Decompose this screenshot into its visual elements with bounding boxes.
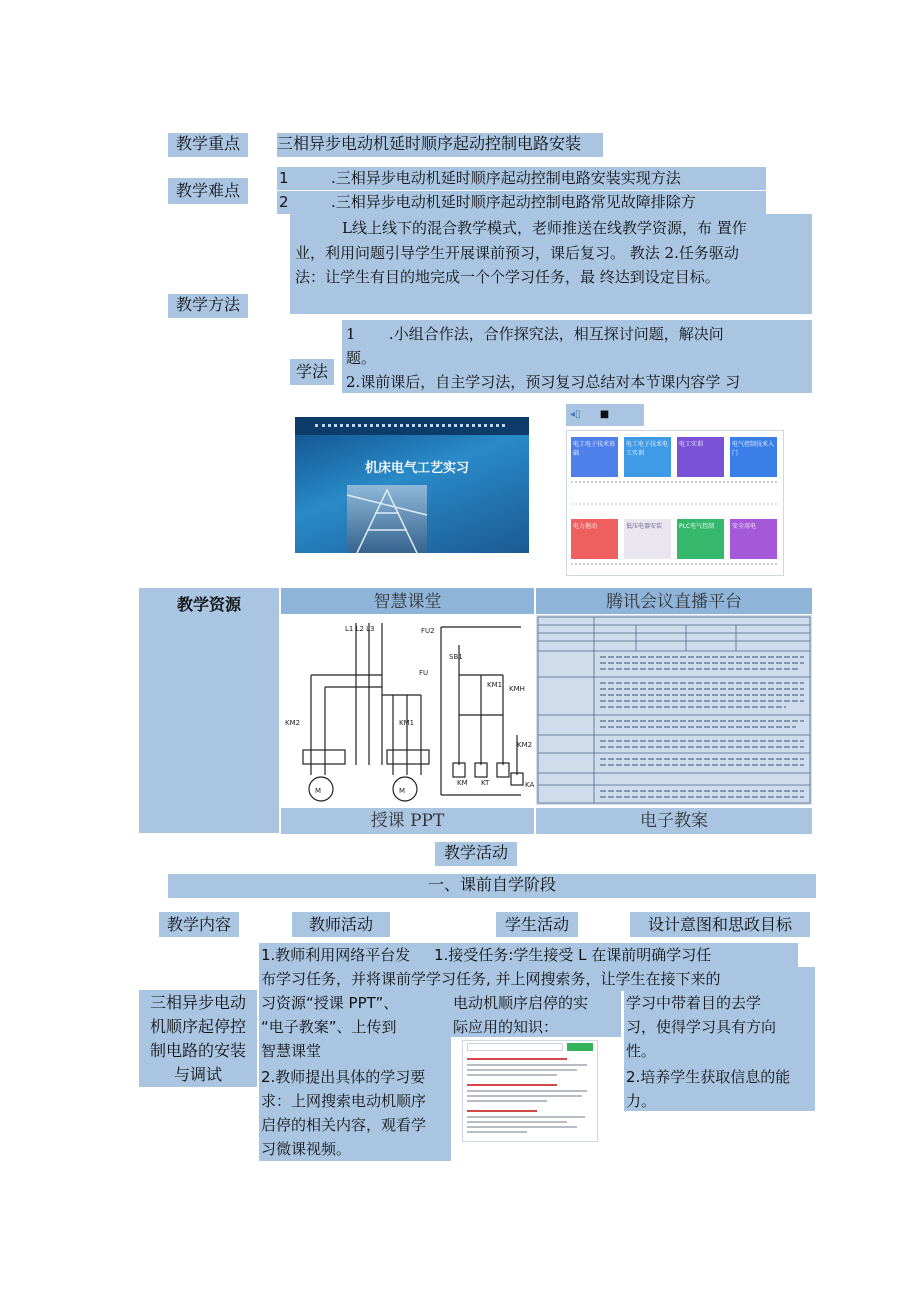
course-tile-grid xyxy=(566,430,784,576)
resources-label-cell xyxy=(139,588,279,833)
design-line-4: 2.培养学生获取信息的能 xyxy=(626,1068,791,1086)
svg-text:KM: KM xyxy=(457,779,468,787)
resources-head-right: 腾讯会议直播平台 xyxy=(606,592,742,612)
search-results-screenshot xyxy=(462,1040,598,1142)
course-banner-title: 机床电气工艺实习 xyxy=(365,461,470,476)
teaching-method-line-1: L线上线下的混合教学模式，老师推送在线教学资源，布 置作 xyxy=(342,219,747,237)
resources-head-right-cell xyxy=(536,588,812,614)
resources-head-left-cell xyxy=(281,588,534,614)
key-point-label: 教学重点 xyxy=(168,133,248,157)
stage-title: 一、课前自学阶段 xyxy=(168,874,816,898)
content-line-2: 机顺序起停控 xyxy=(149,1017,246,1036)
header-content: 教学内容 xyxy=(159,912,239,937)
teaching-method-line-2: 业，利用问题引导学生开展课前预习，课后复习。 教法 2.任务驱动 xyxy=(295,244,739,262)
tile-1: 电工电子技术基础 xyxy=(571,437,618,477)
design-line-5: 力。 xyxy=(626,1092,657,1110)
design-line-2: 习，使得学习具有方向 xyxy=(626,1018,777,1036)
method-label: 教学方法 xyxy=(168,294,248,318)
study-method-line-3: 2.课前课后，自主学习法，预习复习总结对本节课内容学 习 xyxy=(346,373,741,391)
tile-4: 电气控制技术入门 xyxy=(730,437,777,477)
teaching-method-line-3: 法：让学生有目的地完成一个个学习任务，最 终达到设定目标。 xyxy=(295,268,720,286)
course-nav-dots xyxy=(315,424,505,430)
tile-8: 安全用电 xyxy=(730,519,777,559)
study-method-line-1: 1 .小组合作法，合作探究法，相互探讨问题，解决问 xyxy=(346,325,724,343)
teacher-line-1: 习资源“授课 PPT”、 xyxy=(261,994,399,1012)
teacher-line-4: 2.教师提出具体的学习要 xyxy=(261,1068,426,1086)
svg-text:SB1: SB1 xyxy=(449,653,463,661)
svg-text:KM1: KM1 xyxy=(399,719,415,727)
search-button xyxy=(567,1043,593,1051)
tile-6: 低压电器安装 xyxy=(624,519,671,559)
header-design: 设计意图和思政目标 xyxy=(630,912,810,937)
student-first-line: 1.接受任务:学生接受 L 在课前明确学习任 xyxy=(434,946,712,964)
circuit-diagram-image xyxy=(281,615,534,807)
study-method-label: 学法 xyxy=(290,359,334,385)
teacher-first-line: 1.教师利用网络平台发 xyxy=(261,946,411,964)
teacher-line-7: 习微课视频。 xyxy=(261,1140,352,1158)
svg-text:FU2: FU2 xyxy=(421,627,435,635)
search-result-lines xyxy=(467,1055,593,1139)
resources-foot-right-cell xyxy=(536,808,812,834)
header-student: 学生活动 xyxy=(496,912,578,937)
design-line-1: 学习中带着目的去学 xyxy=(626,994,762,1012)
resources-foot-right: 电子教案 xyxy=(640,811,708,831)
difficulty-num-1: 1 xyxy=(279,169,289,187)
student-line-1: 电动机顺序启停的实 xyxy=(453,994,589,1012)
resources-foot-left: 授课 PPT xyxy=(370,811,445,831)
tile-7: PLC电气控制 xyxy=(677,519,724,559)
svg-text:KM2: KM2 xyxy=(517,741,533,749)
svg-text:KM2: KM2 xyxy=(285,719,301,727)
difficulty-text-1: .三相异步电动机延时顺序起动控制电路安装实现方法 xyxy=(331,169,681,187)
svg-text:KA: KA xyxy=(525,781,534,789)
activity-title: 教学活动 xyxy=(435,842,517,866)
resources-foot-left-cell xyxy=(281,808,534,834)
difficulty-text-2: .三相异步电动机延时顺序起动控制电路常见故障排除方 xyxy=(331,193,696,211)
content-line-3: 制电路的安装 xyxy=(149,1041,246,1060)
svg-text:KM1: KM1 xyxy=(487,681,503,689)
search-box xyxy=(467,1043,563,1051)
svg-text:KMH: KMH xyxy=(509,685,525,693)
tile-caption-row-1 xyxy=(571,481,777,505)
course-tile-header-icon: ■ xyxy=(599,409,610,420)
svg-text:KT: KT xyxy=(481,779,490,787)
teacher-line-6: 启停的相关内容，观看学 xyxy=(261,1116,427,1134)
difficulty-label: 教学难点 xyxy=(168,178,248,204)
resources-label: 教学资源 xyxy=(176,595,241,614)
lesson-plan-image xyxy=(536,615,812,805)
tile-3: 电工实训 xyxy=(677,437,724,477)
tile-5: 电力拖动 xyxy=(571,519,618,559)
svg-text:M: M xyxy=(315,787,322,795)
tile-caption-row-2 xyxy=(571,563,777,571)
tower-lines-icon xyxy=(347,485,427,553)
merged-line: 布学习任务，并将课前学学习任务, 并上网搜索务，让学生在接下来的 xyxy=(261,970,721,988)
svg-text:L1 L2 L3: L1 L2 L3 xyxy=(345,625,375,633)
teacher-line-3: 智慧课堂 xyxy=(261,1042,322,1060)
content-line-4: 与调试 xyxy=(173,1065,222,1084)
course-platform-screenshot xyxy=(295,417,529,553)
svg-text:FU: FU xyxy=(419,669,429,677)
difficulty-num-2: 2 xyxy=(279,193,289,211)
header-teacher: 教师活动 xyxy=(292,912,390,937)
teacher-line-5: 求：上网搜索电动机顺序 xyxy=(261,1092,427,1110)
resources-head-left: 智慧课堂 xyxy=(373,592,442,612)
svg-text:M: M xyxy=(399,787,406,795)
difficulty-item-2 xyxy=(277,191,766,214)
study-method-line-2: 题。 xyxy=(346,349,377,367)
course-tile-header: ◂▯ ■ xyxy=(566,404,644,426)
content-line-1: 三相异步电动 xyxy=(149,993,246,1012)
student-line-2: 际应用的知识： xyxy=(453,1018,559,1036)
key-point-text: 三相异步电动机延时顺序起动控制电路安装 xyxy=(277,133,603,157)
motor-circuit-diagram xyxy=(281,615,534,807)
tile-2: 电工电子技术电工实训 xyxy=(624,437,671,477)
lesson-plan-table xyxy=(536,615,812,805)
difficulty-item-1 xyxy=(277,167,766,190)
design-line-3: 性。 xyxy=(626,1042,657,1060)
teacher-line-2: “电子教案”、上传到 xyxy=(261,1018,397,1036)
